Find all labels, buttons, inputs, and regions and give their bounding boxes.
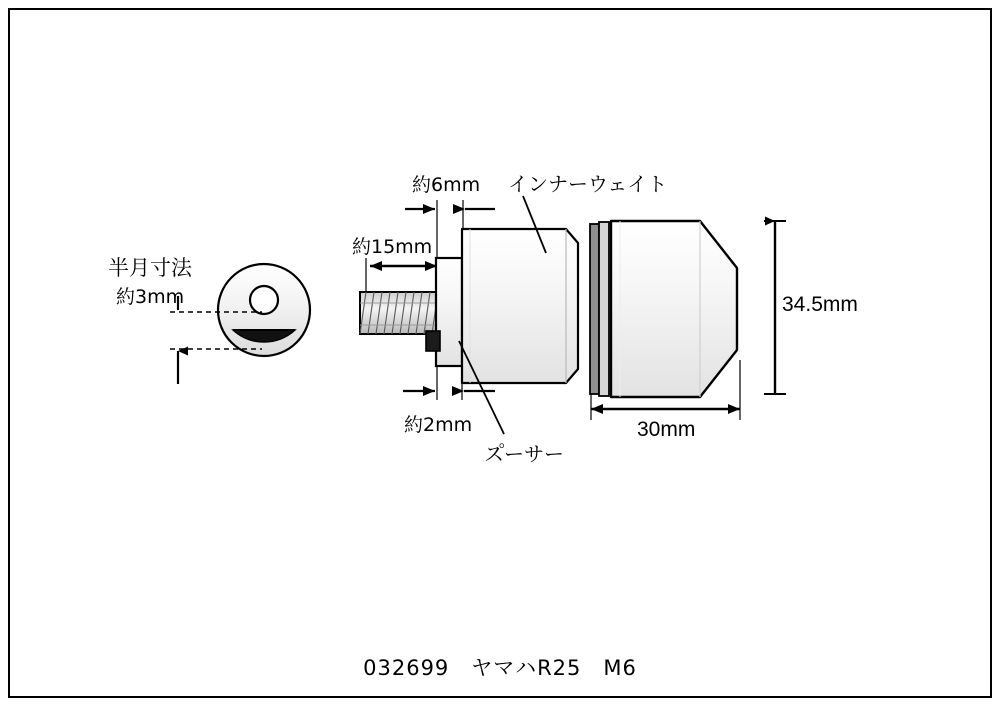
label-spacer: ス゚ーサー <box>484 442 564 466</box>
dimension-15mm <box>366 258 437 292</box>
drawing-caption: 032699 ヤマハR25 M6 <box>363 656 637 680</box>
label-dim-34-5mm: 34.5mm <box>782 293 858 316</box>
label-half-moon-title: 半月寸法 <box>108 256 192 280</box>
label-dim-15mm: 約15mm <box>352 236 433 258</box>
label-half-moon-value: 約3mm <box>116 286 185 308</box>
inner-weight <box>462 229 578 383</box>
threaded-bolt <box>360 292 438 334</box>
label-dim-2mm: 約2mm <box>404 414 473 436</box>
bar-end-body <box>590 221 737 397</box>
label-dim-6mm: 約6mm <box>412 174 481 196</box>
end-cap-front-view <box>218 264 310 356</box>
label-dim-30mm: 30mm <box>637 418 696 441</box>
label-inner-weight: インナーウェイト <box>508 172 668 196</box>
